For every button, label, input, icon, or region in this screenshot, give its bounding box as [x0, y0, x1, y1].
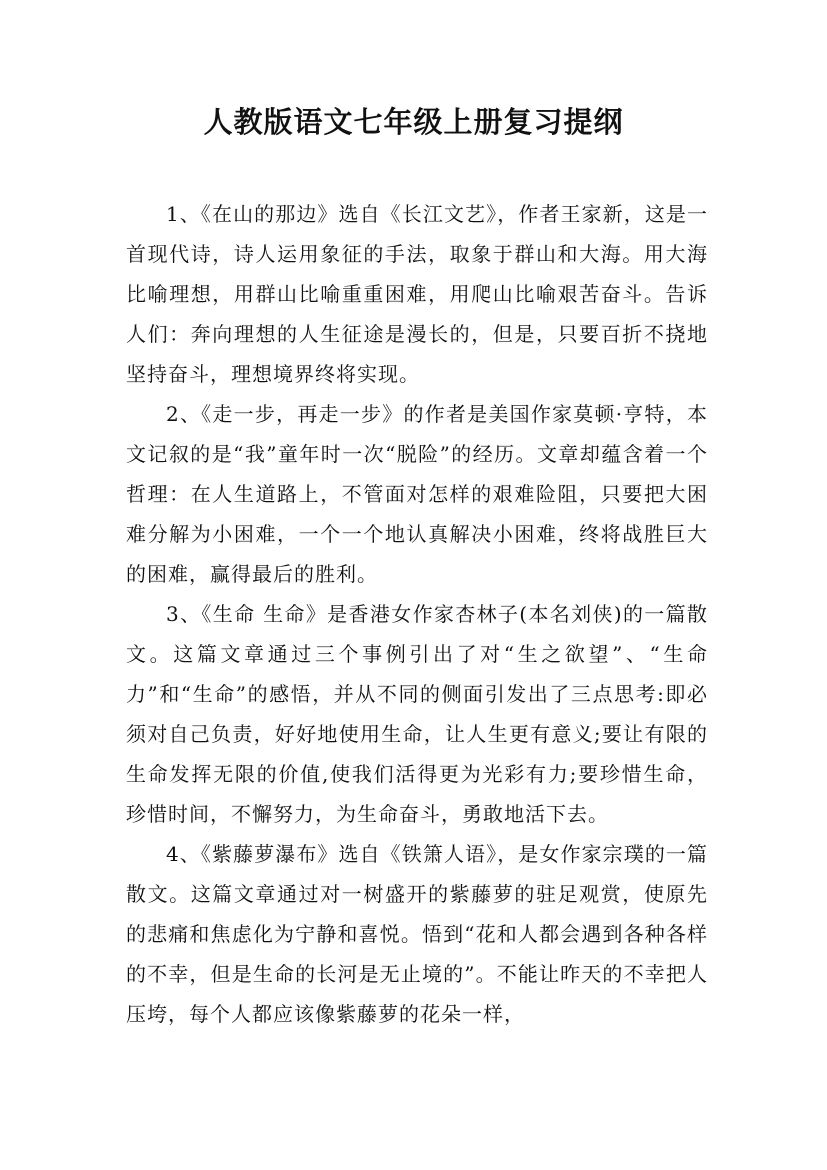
- document-body: [126, 194, 708, 1034]
- document-title: 人教版语文七年级上册复习提纲: [203, 105, 624, 139]
- paragraph-2: 2、《走一步，再走一步》的作者是美国作家莫顿·亨特，本文记叙的是“我”童年时一次“脱险”的经历。文章却蕴含着一个哲理：在人生道路上，不管面对怎样的艰难险阻，只要把大困难分解为小困难，一个一个地认真解决小困难，终将战胜巨大的困难，赢得最后的胜利。: [126, 402, 708, 586]
- paragraph-4: 4、《紫藤萝瀑布》选自《铁箫人语》，是女作家宗璞的一篇散文。这篇文章通过对一树盛开的紫藤萝的驻足观赏，使原先的悲痛和焦虑化为宁静和喜悦。悟到“花和人都会遇到各种各样的不幸，但是生命的长河是无止境的”。不能让昨天的不幸把人压垮，每个人都应该像紫藤萝的花朵一样，: [126, 842, 708, 1026]
- paragraph-1: 1、《在山的那边》选自《长江文艺》，作者王家新，这是一首现代诗，诗人运用象征的手法，取象于群山和大海。用大海比喻理想，用群山比喻重重困难，用爬山比喻艰苦奋斗。告诉人们：奔向理想的人生征途是漫长的，但是，只要百折不挠地坚持奋斗，理想境界终将实现。: [126, 202, 708, 386]
- paragraph-3: 3、《生命 生命》是香港女作家杏林子(本名刘侠)的一篇散文。这篇文章通过三个事例引出了对“生之欲望”、“生命力”和“生命”的感悟，并从不同的侧面引发出了三点思考:即必须对自己负责，好好地使用生命，让人生更有意义;要让有限的生命发挥无限的价值,使我们活得更为光彩有力;要珍惜生命，珍惜时间，不懈努力，为生命奋斗，勇敢地活下去。: [126, 602, 708, 826]
